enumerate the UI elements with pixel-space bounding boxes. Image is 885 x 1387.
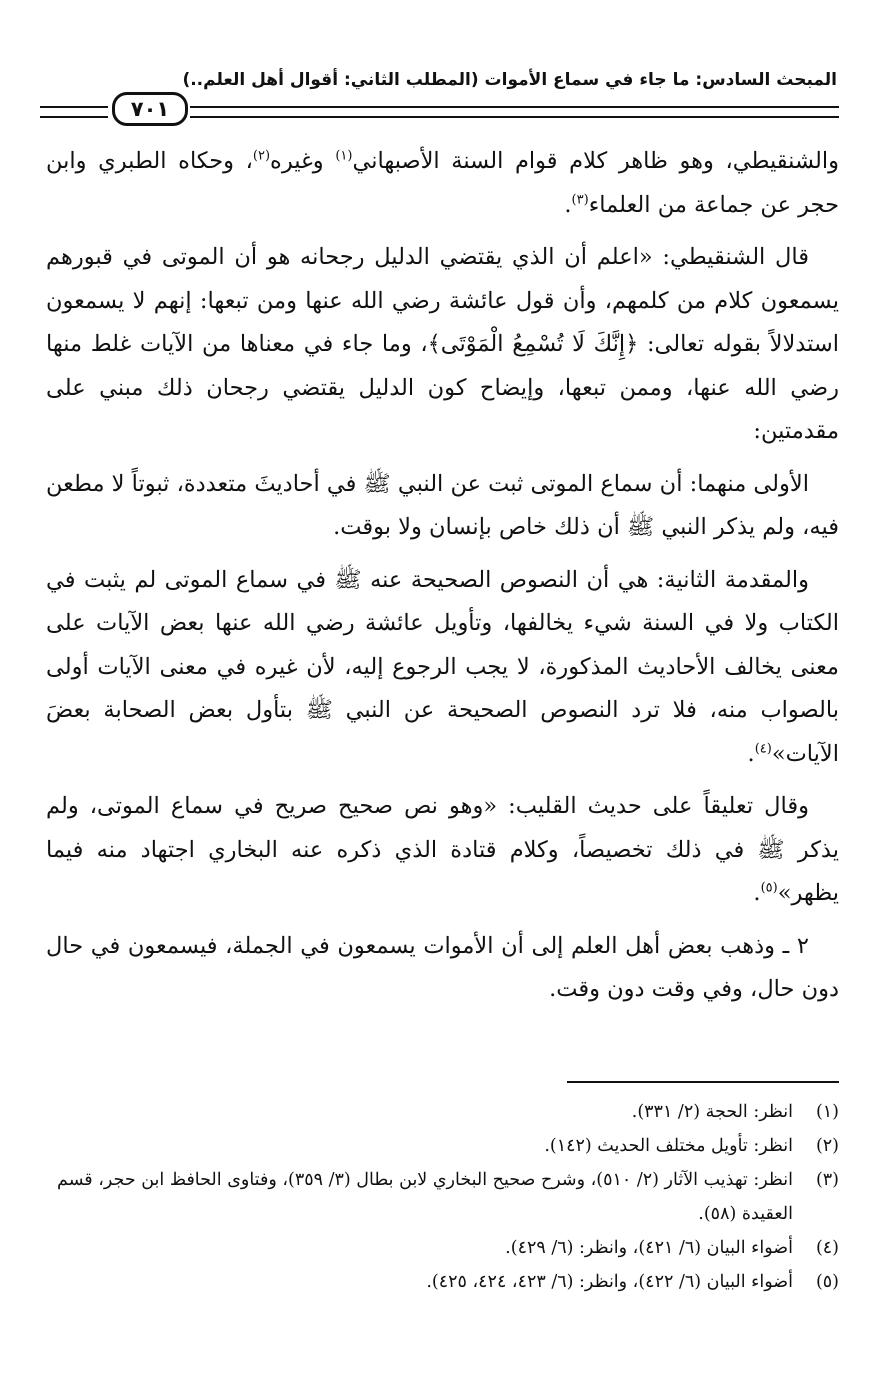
paragraph xyxy=(46,140,839,227)
footnote-marker: (٣) xyxy=(571,192,589,207)
text-run: ، وحكاه الطبري وابن حجر عن جماعة من العلماء xyxy=(46,148,839,218)
text-run: والشنقيطي، وهو ظاهر كلام قوام السنة الأصبهاني xyxy=(352,148,840,174)
running-title: المبحث السادس: ما جاء في سماع الأموات (المطلب الثاني: أقوال أهل العلم..) xyxy=(182,70,837,90)
text-run: الأولى منهما: أن سماع الموتى ثبت عن النبي ﷺ في أحاديثَ متعددة، ثبوتاً لا مطعن فيه، ولم يذكر النبي ﷺ أن ذلك خاص بإنسان ولا بوقت. xyxy=(46,470,839,540)
footnote-number: (٥) xyxy=(815,1272,839,1292)
footnote-number: (٣) xyxy=(815,1170,839,1190)
page-number-badge: ٧٠١ xyxy=(112,92,188,126)
header-rule xyxy=(190,106,839,118)
footnote-text: انظر: تهذيب الآثار (٢/ ٥١٠)، وشرح صحيح البخاري لابن بطال (٣/ ٣٥٩)، وفتاوى الحافظ ابن حجر، قسم العقيدة (٥٨). xyxy=(57,1170,793,1224)
footnote-number: (٢) xyxy=(815,1136,839,1156)
footnote xyxy=(46,1231,839,1265)
text-run: . xyxy=(753,880,761,906)
footnote-text: أضواء البيان (٦/ ٤٢١)، وانظر: (٦/ ٤٢٩). xyxy=(505,1238,793,1258)
footnote-text: انظر: تأويل مختلف الحديث (١٤٢). xyxy=(544,1136,793,1156)
paragraph xyxy=(46,236,839,454)
footnote-marker: (٥) xyxy=(760,880,778,896)
footnote xyxy=(46,1163,839,1231)
text-run: ٢ ـ وذهب بعض أهل العلم إلى أن الأموات يسمعون في الجملة، فيسمعون في حال دون حال، وفي وقت دون وقت. xyxy=(46,932,839,1002)
text-run: . xyxy=(564,191,572,218)
footnote-marker: (٤) xyxy=(754,741,772,756)
footnote xyxy=(46,1129,839,1163)
footnote-marker: (١) xyxy=(335,148,353,164)
footnote-marker: (٢) xyxy=(252,148,271,164)
footnote-text: أضواء البيان (٦/ ٤٢٢)، وانظر: (٦/ ٤٢٣، ٤٢٤، ٤٢٥). xyxy=(426,1272,793,1292)
footnote xyxy=(46,1095,839,1129)
text-run: . xyxy=(747,740,755,767)
main-text xyxy=(46,140,839,1021)
text-run: وقال تعليقاً على حديث القليب: «وهو نص صحيح صريح في سماع الموتى، ولم يذكر ﷺ في ذلك تخصيصاً، وكلام قتادة الذي ذكره عنه البخاري اجتهاد منه فيما يظهر» xyxy=(46,793,839,906)
paragraph xyxy=(46,559,839,777)
header-rule-short xyxy=(40,106,108,118)
footnote-text: انظر: الحجة (٢/ ٣٣١). xyxy=(631,1102,793,1122)
footnote-separator xyxy=(567,1081,839,1083)
paragraph xyxy=(46,785,839,916)
footnote-number: (١) xyxy=(815,1102,839,1122)
text-run: والمقدمة الثانية: هي أن النصوص الصحيحة عنه ﷺ في سماع الموتى لم يثبت في الكتاب ولا في السنة شيء يخالفها، وتأويل عائشة رضي الله عنها بعض الآيات على معنى يخالف الأحاديث المذكورة، لا يجب الرجوع إليه، لأن غيره في معنى الآيات أولى بالصواب منه، فلا ترد النصوص الصحيحة عن النبي ﷺ بتأول بعض الصحابة بعضَ الآيات» xyxy=(46,566,839,767)
paragraph xyxy=(46,925,839,1012)
text-run: وغيره xyxy=(270,148,336,174)
footnotes xyxy=(46,1095,839,1299)
footnote-number: (٤) xyxy=(815,1238,839,1258)
paragraph xyxy=(46,463,839,550)
text-run: قال الشنقيطي: «اعلم أن الذي يقتضي الدليل رجحانه هو أن الموتى في قبورهم يسمعون كلام من كلمهم، وأن قول عائشة رضي الله عنها ومن تبعها: إنهم لا يسمعون استدلالاً بقوله تعالى: ﴿إِنَّكَ لَا تُسْمِعُ الْمَوْتَى﴾، وما جاء في معناها من الآيات غلط منها رضي الله عنها، وممن تبعها، وإيضاح كون الدليل يقتضي رجحان ذلك مبني على مقدمتين: xyxy=(46,244,839,444)
footnote xyxy=(46,1265,839,1299)
